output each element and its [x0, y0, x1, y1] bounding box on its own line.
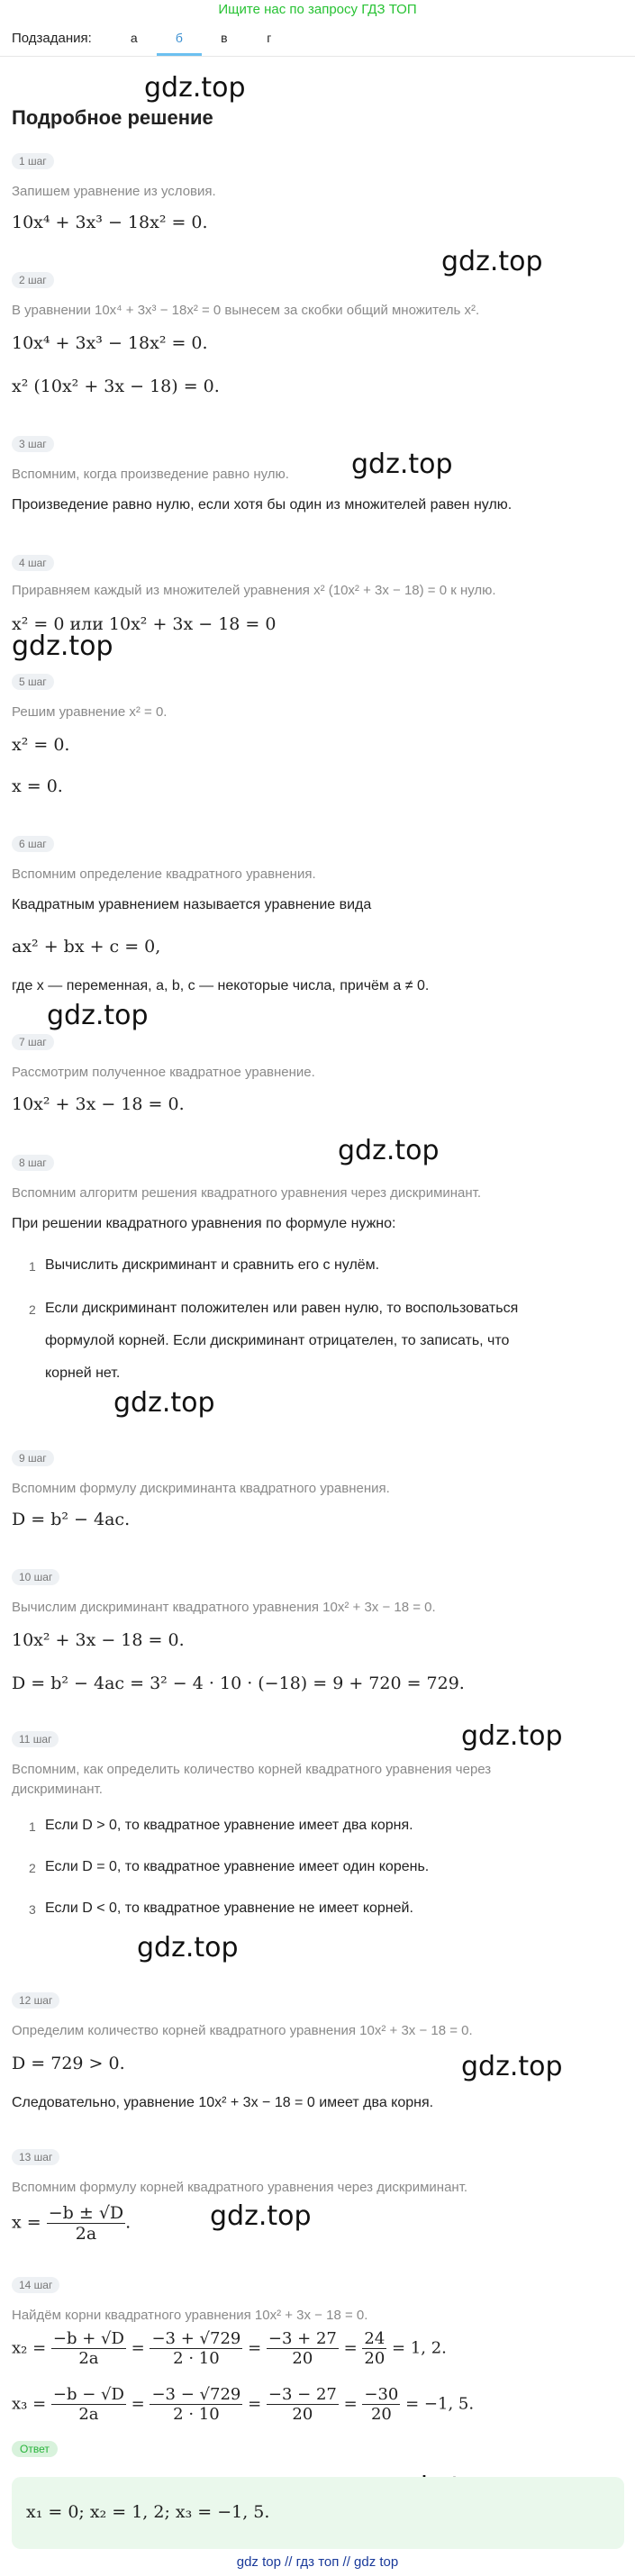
- formula-lhs: x =: [12, 2212, 41, 2233]
- list-item: формулой корней. Если дискриминант отрицателен, то записать, что: [45, 1333, 510, 1348]
- step-text: В уравнении 10x⁴ + 3x³ − 18x² = 0 вынесем за скобки общий множитель x².: [12, 303, 480, 318]
- step-text: Вспомним формулу корней квадратного уравнения через дискриминант.: [12, 2180, 468, 2195]
- formula: x = $\frac{-b \pm √D}{2a}$ .: [12, 2203, 132, 2244]
- step-text: Найдём корни квадратного уравнения 10x² + 3x − 18 = 0.: [12, 2308, 368, 2323]
- equation: 10x⁴ + 3x³ − 18x² = 0.: [12, 333, 208, 353]
- answer-badge: Ответ: [12, 2441, 58, 2457]
- watermark: gdz.top: [137, 1932, 239, 1964]
- step-text: Вычислим дискриминант квадратного уравнения 10x² + 3x − 18 = 0.: [12, 1600, 436, 1615]
- watermark: gdz.top: [47, 1000, 149, 1031]
- step-badge: 3 шаг: [12, 436, 54, 452]
- watermark: gdz.top: [351, 449, 453, 480]
- top-banner: Ищите нас по запросу ГДЗ ТОП: [218, 2, 417, 17]
- numerator: −3 − 27: [268, 2385, 337, 2404]
- equation: 10x² + 3x − 18 = 0.: [12, 1094, 185, 1114]
- denominator: 2 · 10: [173, 2405, 220, 2424]
- equation: x = 0.: [12, 776, 63, 796]
- root-value: = 1, 2.: [392, 2338, 447, 2358]
- numerator: −b + √D: [52, 2329, 124, 2348]
- fraction: [267, 2329, 339, 2368]
- root-x3: x₃ = $\frac{-b - √D}{2a}$ = $\frac{-3 - √729}{2 \cdot 10}$ = $\frac{-3 - 27}{20}$ = $\frac{-30}{20}$ = −1, 5.: [12, 2385, 475, 2424]
- equation: ax² + bx + c = 0,: [12, 937, 161, 957]
- fraction: [47, 2203, 125, 2244]
- root-value: = −1, 5.: [405, 2394, 475, 2414]
- step-badge: 10 шаг: [12, 1569, 59, 1585]
- equation: 10x² + 3x − 18 = 0.: [12, 1630, 185, 1650]
- list-item: Вычислить дискриминант и сравнить его с нулём.: [45, 1257, 380, 1273]
- fraction: [362, 2385, 400, 2424]
- denominator: 20: [292, 2349, 313, 2368]
- equation: x² = 0.: [12, 735, 70, 755]
- tab-g[interactable]: г: [267, 31, 272, 45]
- numerator: −30: [364, 2385, 399, 2404]
- numerator: −3 + √729: [151, 2329, 241, 2348]
- step-badge: 9 шаг: [12, 1450, 54, 1466]
- watermark: gdz.top: [441, 246, 543, 277]
- numerator: −3 − √729: [151, 2385, 241, 2404]
- tab-b[interactable]: б: [157, 20, 202, 56]
- watermark: gdz.top: [144, 72, 246, 104]
- watermark: gdz.top: [461, 1720, 563, 1752]
- denominator: 2 · 10: [173, 2349, 220, 2368]
- numerator: −3 + 27: [268, 2329, 337, 2348]
- tab-v[interactable]: в: [221, 31, 228, 45]
- equation: D = b² − 4ac = 3² − 4 · 10 · (−18) = 9 + 720 = 729.: [12, 1673, 465, 1693]
- step-text: Вспомним, как определить количество корней квадратного уравнения через: [12, 1762, 492, 1777]
- step-body: Произведение равно нулю, если хотя бы один из множителей равен нулю.: [12, 497, 513, 512]
- fraction: [150, 2329, 242, 2368]
- page-title: Подробное решение: [12, 106, 213, 129]
- step-body: Квадратным уравнением называется уравнение вида: [12, 897, 372, 912]
- step-badge: 11 шаг: [12, 1731, 59, 1747]
- list-number: 3: [29, 1902, 36, 1917]
- fraction: [150, 2385, 242, 2424]
- step-text: Запишем уравнение из условия.: [12, 184, 216, 199]
- numerator: 24: [364, 2329, 386, 2348]
- step-text: Приравняем каждый из множителей уравнения x² (10x² + 3x − 18) = 0 к нулю.: [12, 583, 496, 598]
- watermark: gdz.top: [461, 2051, 563, 2082]
- list-item: корней нет.: [45, 1365, 121, 1381]
- list-number: 1: [29, 1819, 36, 1834]
- step-text: Вспомним формулу дискриминанта квадратного уравнения.: [12, 1481, 390, 1496]
- equation: 10x⁴ + 3x³ − 18x² = 0.: [12, 213, 208, 232]
- step-text: Рассмотрим полученное квадратное уравнение.: [12, 1065, 315, 1080]
- fraction: [51, 2385, 126, 2424]
- root-label: x₂ =: [12, 2338, 47, 2358]
- answer-box: [12, 2477, 624, 2549]
- step-badge: 7 шаг: [12, 1034, 54, 1050]
- watermark: gdz.top: [210, 2200, 312, 2232]
- list-item: Если дискриминант положителен или равен нулю, то воспользоваться: [45, 1301, 519, 1316]
- watermark: gdz.top: [338, 1135, 440, 1166]
- root-x2: x₂ = $\frac{-b + √D}{2a}$ = $\frac{-3 + √729}{2 \cdot 10}$ = $\frac{-3 + 27}{20}$ = $\frac{24}{20}$ = 1, 2.: [12, 2329, 447, 2368]
- step-text: Вспомним определение квадратного уравнения.: [12, 866, 316, 882]
- subtasks-label: Подзадания:: [12, 30, 92, 46]
- root-label: x₃ =: [12, 2394, 47, 2414]
- step-badge: 6 шаг: [12, 836, 54, 852]
- step-badge: 5 шаг: [12, 674, 54, 690]
- step-text: Решим уравнение x² = 0.: [12, 704, 168, 720]
- fraction: [362, 2329, 386, 2368]
- denominator: 2a: [78, 2349, 99, 2368]
- step-body: При решении квадратного уравнения по формуле нужно:: [12, 1216, 396, 1231]
- step-badge: 4 шаг: [12, 555, 54, 571]
- list-item: Если D > 0, то квадратное уравнение имеет два корня.: [45, 1818, 413, 1833]
- footer-links[interactable]: gdz top // гдз топ // gdz top: [236, 2554, 399, 2570]
- fraction: [51, 2329, 126, 2368]
- step-badge: 14 шаг: [12, 2277, 59, 2293]
- denominator: 2a: [78, 2405, 99, 2424]
- watermark: gdz.top: [12, 630, 113, 662]
- fraction: [267, 2385, 339, 2424]
- step-text: Вспомним, когда произведение равно нулю.: [12, 467, 289, 482]
- tab-a[interactable]: а: [130, 31, 138, 45]
- denominator: 20: [292, 2405, 313, 2424]
- step-text: Определим количество корней квадратного уравнения 10x² + 3x − 18 = 0.: [12, 2023, 473, 2038]
- denominator: 2a: [75, 2224, 97, 2244]
- step-badge: 8 шаг: [12, 1155, 54, 1171]
- step-text: дискриминант.: [12, 1782, 103, 1797]
- list-item: Если D < 0, то квадратное уравнение не имеет корней.: [45, 1900, 413, 1916]
- step-badge: 1 шаг: [12, 153, 54, 169]
- denominator: 20: [370, 2405, 392, 2424]
- step-text: Вспомним алгоритм решения квадратного уравнения через дискриминант.: [12, 1185, 482, 1201]
- equation: x² (10x² + 3x − 18) = 0.: [12, 376, 220, 396]
- answer-text: x₁ = 0; x₂ = 1, 2; x₃ = −1, 5.: [26, 2502, 270, 2522]
- list-number: 1: [29, 1259, 36, 1274]
- step-body: где x — переменная, a, b, c — некоторые числа, причём a ≠ 0.: [12, 978, 430, 993]
- list-item: Если D = 0, то квадратное уравнение имеет один корень.: [45, 1859, 430, 1874]
- numerator: −b − √D: [52, 2385, 124, 2404]
- step-badge: 2 шаг: [12, 272, 54, 288]
- equation: D = b² − 4ac.: [12, 1510, 131, 1529]
- step-body: Следовательно, уравнение 10x² + 3x − 18 = 0 имеет два корня.: [12, 2095, 434, 2110]
- equation: D = 729 > 0.: [12, 2054, 125, 2073]
- list-number: 2: [29, 1861, 36, 1875]
- subtasks-bar: [0, 20, 635, 57]
- step-badge: 12 шаг: [12, 1992, 59, 2009]
- equation: x² = 0 или 10x² + 3x − 18 = 0: [12, 614, 277, 634]
- step-badge: 13 шаг: [12, 2149, 59, 2165]
- list-number: 2: [29, 1302, 36, 1317]
- watermark: gdz.top: [113, 1387, 215, 1419]
- denominator: 20: [364, 2349, 386, 2368]
- numerator: −b ± √D: [48, 2203, 124, 2223]
